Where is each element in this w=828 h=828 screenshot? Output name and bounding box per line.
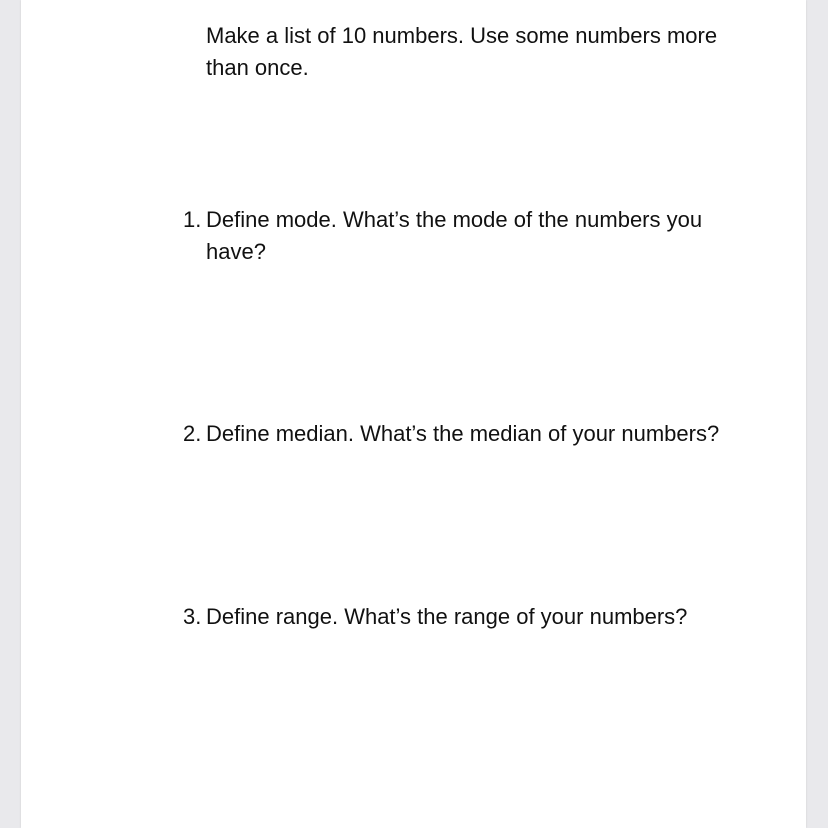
question-2 — [183, 418, 743, 450]
question-3 — [183, 601, 743, 633]
question-1-number: 1. — [183, 207, 202, 232]
intro-instruction: Make a list of 10 numbers. Use some numbers more than once. — [206, 23, 718, 80]
question-2-text: Define median. What’s the median of your numbers? — [206, 421, 720, 446]
document-page — [21, 0, 806, 828]
question-2-number: 2. — [183, 421, 202, 446]
question-1-text: Define mode. What’s the mode of the numbers you have? — [206, 207, 703, 264]
question-3-number: 3. — [183, 604, 202, 629]
question-3-text: Define range. What’s the range of your numbers? — [206, 604, 688, 629]
question-1 — [183, 204, 743, 268]
